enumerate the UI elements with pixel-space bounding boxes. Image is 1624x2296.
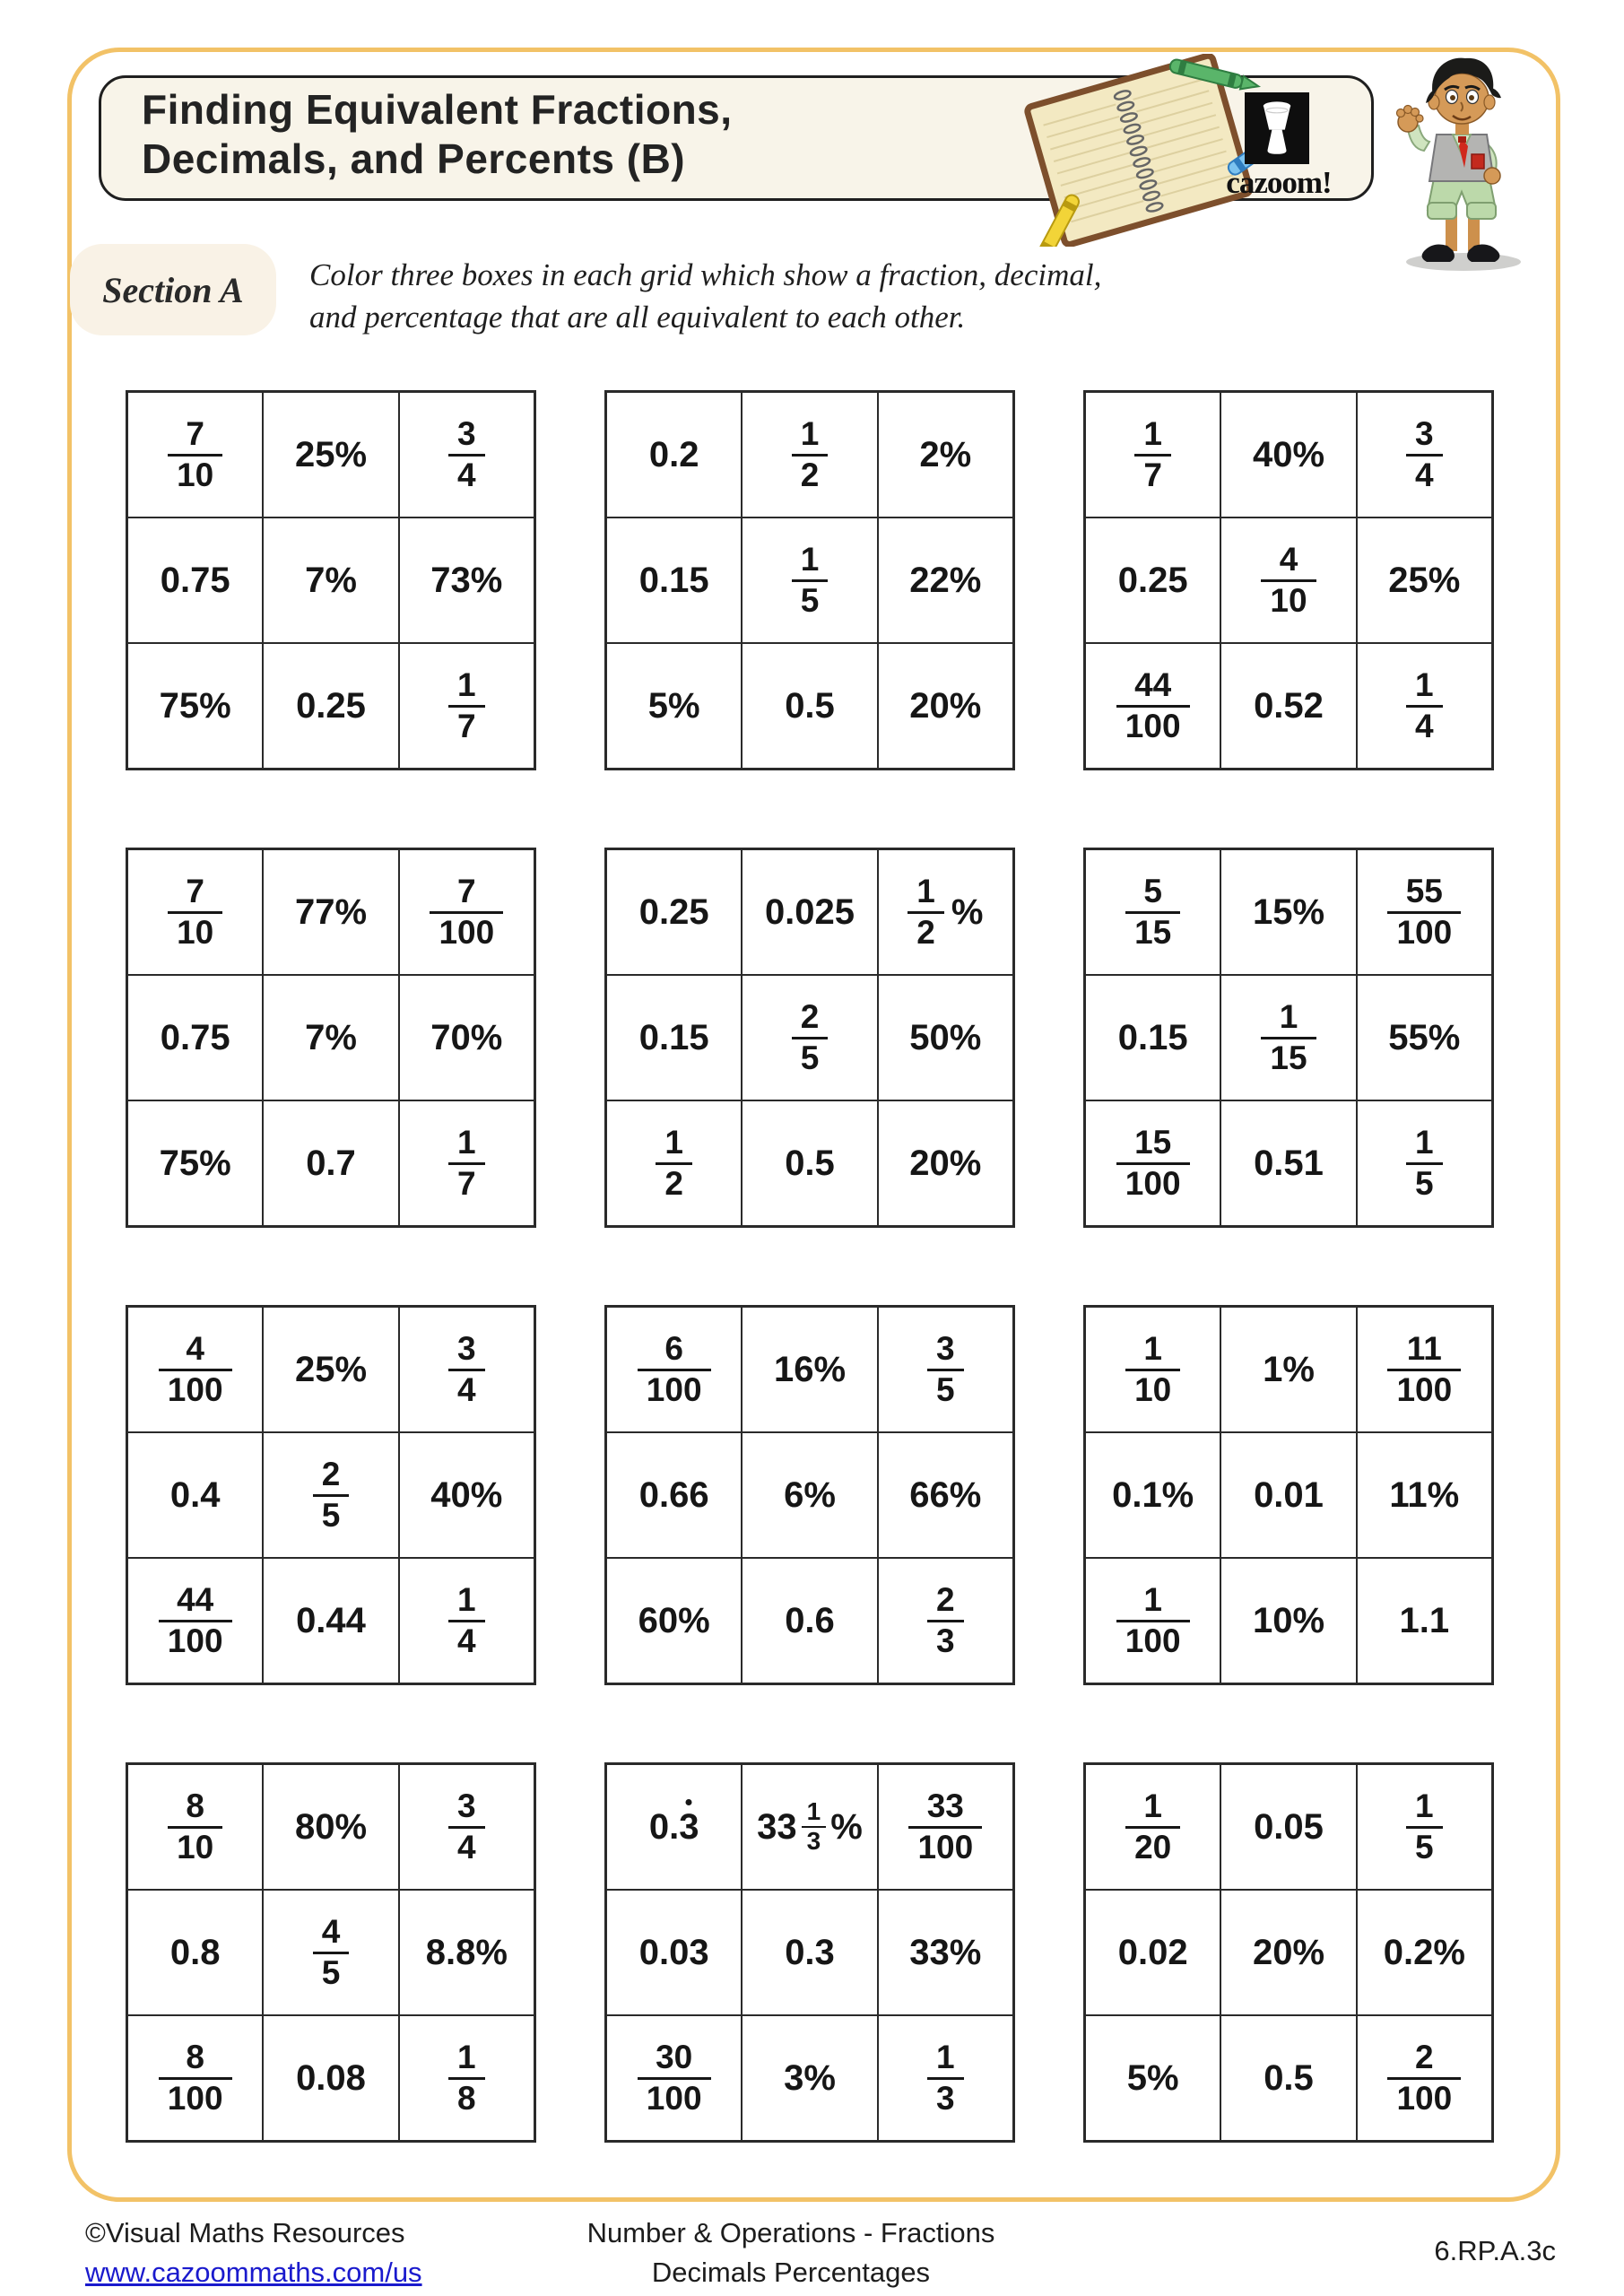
cell-value: $\frac{1}{2}$	[656, 1124, 692, 1202]
grid12-cell-r3c2[interactable]	[1220, 2015, 1356, 2141]
grid7-cell-r3c3[interactable]	[399, 1558, 534, 1683]
cell-value: 0.15	[638, 1017, 709, 1057]
equivalence-grid-11	[604, 1762, 1015, 2143]
cell-value: 11%	[1389, 1474, 1460, 1515]
grid2-cell-r2c3[interactable]	[878, 517, 1013, 643]
grid4-cell-r2c1[interactable]	[127, 975, 263, 1100]
standard-code: 6.RP.A.3c	[1434, 2235, 1556, 2266]
grid5-cell-r2c2[interactable]	[742, 975, 877, 1100]
equivalence-grid-10	[126, 1762, 536, 2143]
cell-value: $\frac{30}{100}$	[638, 2039, 711, 2117]
cell-value: 0.15	[638, 560, 709, 600]
cell-value: 0.52	[1254, 685, 1324, 726]
cell-value: 1%	[1263, 1349, 1315, 1389]
grid1-cell-r2c1[interactable]	[127, 517, 263, 643]
grid10-cell-r3c3[interactable]	[399, 2015, 534, 2141]
grid6-cell-r2c3[interactable]	[1357, 975, 1492, 1100]
copyright-text: ©Visual Maths Resources	[85, 2217, 405, 2248]
cell-value: 0.25	[1117, 560, 1188, 600]
cell-value: $\frac{1}{7}$	[1134, 415, 1171, 493]
cell-value: $\frac{15}{100}$	[1116, 1124, 1190, 1202]
equivalence-grid-2	[604, 390, 1015, 770]
cell-value: 0.8	[169, 1932, 221, 1972]
cell-value: $\frac{7}{100}$	[430, 873, 503, 951]
cell-value: 16%	[773, 1349, 847, 1389]
cell-value: 0.2%	[1383, 1932, 1465, 1972]
cell-value: $\frac{33}{100}$	[908, 1787, 982, 1866]
cell-value: 1.1	[1399, 1600, 1450, 1640]
grid11-cell-r2c1[interactable]	[606, 1890, 742, 2015]
grid6-cell-r3c2[interactable]	[1220, 1100, 1356, 1226]
cell-value: 75%	[159, 1143, 231, 1183]
grid10-cell-r1c3[interactable]	[399, 1764, 534, 1890]
grid3-cell-r3c1[interactable]	[1085, 643, 1220, 769]
cazoom-logo-icon	[1245, 92, 1309, 164]
cell-value: 0.08	[296, 2057, 366, 2098]
grid2-cell-r2c1[interactable]	[606, 517, 742, 643]
equivalence-grid-6	[1083, 848, 1494, 1228]
page-title	[142, 85, 733, 184]
cell-value: 7%	[305, 1017, 357, 1057]
page-title-line2: Decimals, and Percents (B)	[142, 135, 686, 183]
cell-value: 0.25	[638, 891, 709, 932]
cell-value: 0.3	[648, 1806, 699, 1847]
cell-value: $\frac{3}{4}$	[448, 1330, 485, 1408]
grid8-cell-r1c3[interactable]	[878, 1307, 1013, 1432]
grid11-cell-r3c1[interactable]	[606, 2015, 742, 2141]
cell-value: 50%	[909, 1017, 982, 1057]
instruction-line1: Color three boxes in each grid which show a fraction, decimal,	[309, 257, 1102, 292]
grid7-cell-r2c3[interactable]	[399, 1432, 534, 1558]
grid1-cell-r3c3[interactable]	[399, 643, 534, 769]
cell-value: 15%	[1252, 891, 1325, 932]
grid4-cell-r1c1[interactable]	[127, 849, 263, 975]
cell-value: $\frac{3}{5}$	[927, 1330, 964, 1408]
grid11-cell-r3c2[interactable]	[742, 2015, 877, 2141]
grid8-cell-r2c1[interactable]	[606, 1432, 742, 1558]
footer-center	[0, 2213, 1582, 2292]
grid9-cell-r1c1[interactable]	[1085, 1307, 1220, 1432]
cell-value: $\frac{2}{100}$	[1387, 2039, 1461, 2117]
cell-value: $\frac{1}{5}$	[792, 541, 829, 619]
grid10-cell-r1c1[interactable]	[127, 1764, 263, 1890]
grid6-cell-r2c1[interactable]	[1085, 975, 1220, 1100]
grid2-cell-r1c1[interactable]	[606, 392, 742, 517]
cell-value: 0.66	[638, 1474, 709, 1515]
grid11-cell-r1c2[interactable]	[742, 1764, 877, 1890]
grid4-cell-r3c2[interactable]	[263, 1100, 398, 1226]
instruction-text	[309, 254, 1101, 339]
grid5-cell-r2c3[interactable]	[878, 975, 1013, 1100]
cell-value: 0.5	[785, 685, 835, 726]
cell-value: $\frac{5}{15}$	[1125, 873, 1180, 951]
grid6-cell-r1c3[interactable]	[1357, 849, 1492, 975]
grid6-cell-r1c2[interactable]	[1220, 849, 1356, 975]
grid8-cell-r1c1[interactable]	[606, 1307, 742, 1432]
cell-value: 0.25	[296, 685, 366, 726]
cell-value: 2%	[919, 434, 972, 474]
grid4-cell-r3c3[interactable]	[399, 1100, 534, 1226]
grid2-cell-r3c2[interactable]	[742, 643, 877, 769]
cell-value: 0.2	[648, 434, 699, 474]
cell-value: $\frac{2}{5}$	[313, 1456, 350, 1534]
cell-value: $\frac{4}{5}$	[313, 1913, 350, 1991]
grid9-cell-r1c3[interactable]	[1357, 1307, 1492, 1432]
equivalence-grid-3	[1083, 390, 1494, 770]
grid12-cell-r1c3[interactable]	[1357, 1764, 1492, 1890]
grid9-cell-r1c2[interactable]	[1220, 1307, 1356, 1432]
cell-value: $\frac{11}{100}$	[1387, 1330, 1461, 1408]
grid12-cell-r2c1[interactable]	[1085, 1890, 1220, 2015]
cell-value: 0.4	[169, 1474, 221, 1515]
grid8-cell-r1c2[interactable]	[742, 1307, 877, 1432]
cell-value: 22%	[909, 560, 982, 600]
grid8-cell-r3c3[interactable]	[878, 1558, 1013, 1683]
cell-value: $\frac{55}{100}$	[1387, 873, 1461, 951]
cell-value: 0.51	[1254, 1143, 1324, 1183]
cell-value: $\frac{4}{100}$	[159, 1330, 232, 1408]
grid12-cell-r3c3[interactable]	[1357, 2015, 1492, 2141]
instruction-line2: and percentage that are all equivalent to each other.	[309, 300, 966, 335]
cell-value: 0.5	[1264, 2057, 1314, 2098]
section-a-box	[70, 244, 276, 335]
grid11-cell-r2c3[interactable]	[878, 1890, 1013, 2015]
cell-value: 77%	[294, 891, 368, 932]
cell-value: 0.15	[1117, 1017, 1188, 1057]
grid1-cell-r1c1[interactable]	[127, 392, 263, 517]
grid7-cell-r1c3[interactable]	[399, 1307, 534, 1432]
cell-value: $\frac{8}{100}$	[159, 2039, 232, 2117]
cell-value: 0.01	[1254, 1474, 1324, 1515]
grid5-cell-r1c3[interactable]	[878, 849, 1013, 975]
grid7-cell-r1c2[interactable]	[263, 1307, 398, 1432]
page-title-line1: Finding Equivalent Fractions,	[142, 86, 733, 133]
grid6-cell-r1c1[interactable]	[1085, 849, 1220, 975]
cell-value: $\frac{7}{10}$	[168, 415, 222, 493]
cazoom-logo-text: cazoom!	[1226, 165, 1332, 200]
cell-value: $\frac{7}{10}$	[168, 873, 222, 951]
cell-value: 0.03	[638, 1932, 709, 1972]
grid5-cell-r1c1[interactable]	[606, 849, 742, 975]
grid3-cell-r1c2[interactable]	[1220, 392, 1356, 517]
cell-value: $\frac{4}{10}$	[1261, 541, 1316, 619]
grid5-cell-r3c1[interactable]	[606, 1100, 742, 1226]
grid5-cell-r3c2[interactable]	[742, 1100, 877, 1226]
cell-value: $\frac{1}{4}$	[1406, 666, 1443, 744]
cell-value: 0.05	[1254, 1806, 1324, 1847]
cell-value: 60%	[638, 1600, 710, 1640]
grid2-cell-r1c2[interactable]	[742, 392, 877, 517]
grid9-cell-r2c3[interactable]	[1357, 1432, 1492, 1558]
grid5-cell-r2c1[interactable]	[606, 975, 742, 1100]
cell-value: 0.1%	[1112, 1474, 1194, 1515]
cell-value: 10%	[1252, 1600, 1325, 1640]
grid3-cell-r2c3[interactable]	[1357, 517, 1492, 643]
grid3-cell-r2c1[interactable]	[1085, 517, 1220, 643]
cell-value: $\frac{1}{10}$	[1125, 1330, 1180, 1408]
cell-value: 25%	[294, 434, 368, 474]
grid7-cell-r2c2[interactable]	[263, 1432, 398, 1558]
grid9-cell-r2c1[interactable]	[1085, 1432, 1220, 1558]
grid5-cell-r1c2[interactable]	[742, 849, 877, 975]
cell-value: 6%	[784, 1474, 836, 1515]
equivalence-grid-1	[126, 390, 536, 770]
cell-value: 0.44	[296, 1600, 366, 1640]
cell-value: $\frac{3}{4}$	[448, 1787, 485, 1866]
cell-value: 33%	[909, 1932, 982, 1972]
cell-value: 7%	[305, 560, 357, 600]
grid4-cell-r2c3[interactable]	[399, 975, 534, 1100]
cell-value: 66%	[909, 1474, 982, 1515]
cell-value: 0.75	[160, 560, 230, 600]
grid11-cell-r2c2[interactable]	[742, 1890, 877, 2015]
grid9-cell-r2c2[interactable]	[1220, 1432, 1356, 1558]
grid6-cell-r3c3[interactable]	[1357, 1100, 1492, 1226]
grid3-cell-r1c3[interactable]	[1357, 392, 1492, 517]
cell-value: 73%	[430, 560, 503, 600]
grid7-cell-r2c1[interactable]	[127, 1432, 263, 1558]
grid8-cell-r2c3[interactable]	[878, 1432, 1013, 1558]
cell-value: 80%	[294, 1806, 368, 1847]
grid4-cell-r2c2[interactable]	[263, 975, 398, 1100]
grid10-cell-r3c1[interactable]	[127, 2015, 263, 2141]
grid4-cell-r1c2[interactable]	[263, 849, 398, 975]
cell-value: $\frac{3}{4}$	[448, 415, 485, 493]
grid7-cell-r1c1[interactable]	[127, 1307, 263, 1432]
cell-value: $\frac{1}{15}$	[1261, 998, 1316, 1076]
grid11-cell-r1c3[interactable]	[878, 1764, 1013, 1890]
cell-value: $\frac{1}{20}$	[1125, 1787, 1180, 1866]
cell-value: 70%	[430, 1017, 503, 1057]
footer-topic-line1: Number & Operations - Fractions	[586, 2217, 995, 2248]
cell-value: $\frac{44}{100}$	[159, 1581, 232, 1659]
equivalence-grid-8	[604, 1305, 1015, 1685]
grid7-cell-r3c2[interactable]	[263, 1558, 398, 1683]
cell-value: 0.025	[764, 891, 855, 932]
grid8-cell-r2c2[interactable]	[742, 1432, 877, 1558]
cell-value: 55%	[1388, 1017, 1461, 1057]
grid4-cell-r1c3[interactable]	[399, 849, 534, 975]
grid1-cell-r3c2[interactable]	[263, 643, 398, 769]
grid10-cell-r2c2[interactable]	[263, 1890, 398, 2015]
grid11-cell-r1c1[interactable]	[606, 1764, 742, 1890]
grid6-cell-r3c1[interactable]	[1085, 1100, 1220, 1226]
grid9-cell-r3c1[interactable]	[1085, 1558, 1220, 1683]
cell-value: 25%	[1388, 560, 1461, 600]
cell-value: 5%	[1126, 2057, 1179, 2098]
cell-value: $\frac{1}{4}$	[448, 1581, 485, 1659]
cell-value: $\frac{2}{3}$	[927, 1581, 964, 1659]
cell-value: $\frac{44}{100}$	[1116, 666, 1190, 744]
cell-value: 0.75	[160, 1017, 230, 1057]
grid8-cell-r3c1[interactable]	[606, 1558, 742, 1683]
grid12-cell-r2c3[interactable]	[1357, 1890, 1492, 2015]
grid2-cell-r3c3[interactable]	[878, 643, 1013, 769]
cell-value: 0.3	[785, 1932, 835, 1972]
grid1-cell-r2c3[interactable]	[399, 517, 534, 643]
cell-value: $\frac{3}{4}$	[1406, 415, 1443, 493]
grid3-cell-r3c3[interactable]	[1357, 643, 1492, 769]
grid11-cell-r3c3[interactable]	[878, 2015, 1013, 2141]
cell-value: 0.6	[785, 1600, 835, 1640]
cell-value: 75%	[159, 685, 231, 726]
grid10-cell-r2c1[interactable]	[127, 1890, 263, 2015]
grid7-cell-r3c1[interactable]	[127, 1558, 263, 1683]
cell-value: 5%	[647, 685, 700, 726]
grid1-cell-r3c1[interactable]	[127, 643, 263, 769]
cell-value: $\frac{1}{2}$	[792, 415, 829, 493]
grid12-cell-r3c1[interactable]	[1085, 2015, 1220, 2141]
grid5-cell-r3c3[interactable]	[878, 1100, 1013, 1226]
equivalence-grid-4	[126, 848, 536, 1228]
grid2-cell-r1c3[interactable]	[878, 392, 1013, 517]
grid12-cell-r2c2[interactable]	[1220, 1890, 1356, 2015]
grid10-cell-r1c2[interactable]	[263, 1764, 398, 1890]
grid9-cell-r3c2[interactable]	[1220, 1558, 1356, 1683]
cell-value: $\frac{1}{7}$	[448, 1124, 485, 1202]
cell-value: 0.7	[306, 1143, 356, 1183]
grid3-cell-r3c2[interactable]	[1220, 643, 1356, 769]
grid12-cell-r1c2[interactable]	[1220, 1764, 1356, 1890]
grid8-cell-r3c2[interactable]	[742, 1558, 877, 1683]
cell-value: $\frac{1}{100}$	[1116, 1581, 1190, 1659]
grid12-cell-r1c1[interactable]	[1085, 1764, 1220, 1890]
cell-value: 40%	[430, 1474, 503, 1515]
cell-value: 3%	[784, 2057, 836, 2098]
grid2-cell-r3c1[interactable]	[606, 643, 742, 769]
cell-value: $\frac{1}{2}$ %	[908, 873, 983, 951]
cell-value: 20%	[1252, 1932, 1325, 1972]
footer-topic-line2: Decimals Percentages	[651, 2257, 931, 2289]
cell-value: $\frac{8}{10}$	[168, 1787, 222, 1866]
boy-illustration	[1381, 50, 1541, 279]
grid9-cell-r3c3[interactable]	[1357, 1558, 1492, 1683]
equivalence-grid-5	[604, 848, 1015, 1228]
grid1-cell-r1c2[interactable]	[263, 392, 398, 517]
cell-value: 20%	[909, 685, 982, 726]
website-link[interactable]: www.cazoommaths.com/us	[85, 2257, 422, 2289]
cell-value: 20%	[909, 1143, 982, 1183]
grid10-cell-r3c2[interactable]	[263, 2015, 398, 2141]
cell-value: 40%	[1252, 434, 1325, 474]
grids-area	[126, 390, 1494, 2143]
grid1-cell-r2c2[interactable]	[263, 517, 398, 643]
cell-value: 33 $\frac{1}{3}$ %	[757, 1797, 863, 1855]
equivalence-grid-9	[1083, 1305, 1494, 1685]
grid10-cell-r2c3[interactable]	[399, 1890, 534, 2015]
grid3-cell-r2c2[interactable]	[1220, 517, 1356, 643]
cell-value: 25%	[294, 1349, 368, 1389]
cell-value: $\frac{2}{5}$	[792, 998, 829, 1076]
cell-value: 8.8%	[425, 1932, 508, 1972]
cell-value: $\frac{1}{3}$	[927, 2039, 964, 2117]
cell-value: 0.5	[785, 1143, 835, 1183]
grid2-cell-r2c2[interactable]	[742, 517, 877, 643]
cell-value: $\frac{1}{7}$	[448, 666, 485, 744]
equivalence-grid-12	[1083, 1762, 1494, 2143]
grid3-cell-r1c1[interactable]	[1085, 392, 1220, 517]
equivalence-grid-7	[126, 1305, 536, 1685]
cell-value: $\frac{1}{5}$	[1406, 1124, 1443, 1202]
cell-value: $\frac{6}{100}$	[638, 1330, 711, 1408]
cell-value: $\frac{1}{5}$	[1406, 1787, 1443, 1866]
grid6-cell-r2c2[interactable]	[1220, 975, 1356, 1100]
grid4-cell-r3c1[interactable]	[127, 1100, 263, 1226]
section-a-label: Section A	[102, 269, 244, 310]
cell-value: $\frac{1}{8}$	[448, 2039, 485, 2117]
grid1-cell-r1c3[interactable]	[399, 392, 534, 517]
cell-value: 0.02	[1117, 1932, 1188, 1972]
